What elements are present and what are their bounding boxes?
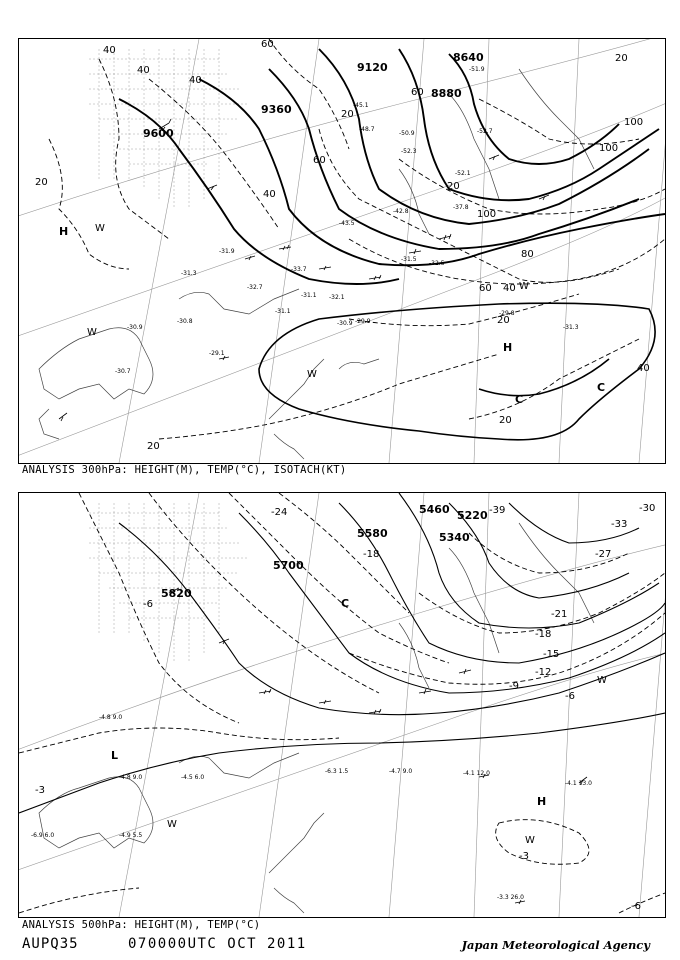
height-label-group — [161, 503, 488, 600]
station-temp: -32.1 — [329, 294, 345, 301]
isotach-label: 40 — [637, 363, 650, 374]
station-temp: -52.1 — [455, 170, 471, 177]
warm-mark: W — [87, 327, 97, 338]
station-temp: -45.1 — [353, 102, 369, 109]
height-label-8640: 8640 — [453, 51, 484, 64]
map-panel-300hpa — [18, 38, 666, 464]
isotach-label: 60 — [411, 87, 424, 98]
temp-label: -3 — [35, 785, 45, 796]
station-temp: -30.9 — [127, 324, 143, 331]
temp-label: -30 — [639, 503, 656, 514]
pressure-system-high: H — [59, 225, 69, 238]
graticule — [19, 493, 665, 917]
isotach-loop — [259, 303, 655, 440]
height-label-5460: 5460 — [419, 503, 450, 516]
temp-label: -21 — [551, 609, 568, 620]
height-label-8880: 8880 — [431, 87, 462, 100]
station-value: -3.3 26.0 — [497, 894, 524, 901]
coastline — [39, 69, 594, 459]
temp-label: -6 — [565, 691, 575, 702]
caption-500hpa: ANALYSIS 500hPa: HEIGHT(M), TEMP(°C) — [22, 919, 261, 931]
warm-mark: W — [167, 819, 177, 830]
isotach-label: 40 — [137, 65, 150, 76]
station-temp: -31.3 — [181, 270, 197, 277]
height-label-5220: 5220 — [457, 509, 488, 522]
pressure-system-high: H — [503, 341, 513, 354]
height-label-9360: 9360 — [261, 103, 292, 116]
station-temp: -31.1 — [301, 292, 317, 299]
station-temp: -32.5 — [429, 260, 445, 267]
temp-label: -18 — [363, 549, 380, 560]
terrain-shading — [89, 503, 249, 663]
station-temp: -31.5 — [401, 256, 417, 263]
station-value: -4.7 9.0 — [389, 768, 413, 775]
station-value: -4.9 5.5 — [119, 832, 143, 839]
isotach-label: 40 — [503, 283, 516, 294]
isotach-label: 20 — [499, 415, 512, 426]
isotach-label: 100 — [477, 209, 497, 220]
station-temp: -37.8 — [453, 204, 469, 211]
warm-mark: W — [307, 369, 317, 380]
isotach-label: 40 — [103, 45, 116, 56]
station-temp: -52.3 — [401, 148, 417, 155]
station-temp: -31.9 — [219, 248, 235, 255]
isotach-label: 40 — [189, 75, 202, 86]
station-temp: -30.9 — [337, 320, 353, 327]
isotach-label: 40 — [263, 189, 276, 200]
product-id: AUPQ35 — [22, 936, 79, 952]
isotach-label: 20 — [497, 315, 510, 326]
station-temp: -42.8 — [393, 208, 409, 215]
isotach-label: 20 — [615, 53, 628, 64]
isotach-label: 20 — [147, 441, 160, 452]
pressure-system-high: H — [537, 795, 547, 808]
temp-label: -3 — [519, 851, 529, 862]
isotach-label: 100 — [599, 143, 619, 154]
station-value: -6.3 1.5 — [325, 768, 349, 775]
isotach-label: 20 — [35, 177, 48, 188]
isotach-label: 60 — [479, 283, 492, 294]
map-panel-500hpa — [18, 492, 666, 918]
isotach-label: 20 — [447, 181, 460, 192]
height-label-9120: 9120 — [357, 61, 388, 74]
station-temp: -31.1 — [275, 308, 291, 315]
station-temp: -31.3 — [563, 324, 579, 331]
station-temp: -50.9 — [399, 130, 415, 137]
isotach-label: 20 — [341, 109, 354, 120]
height-label-9600: 9600 — [143, 127, 174, 140]
station-temp: -48.7 — [359, 126, 375, 133]
temp-label: -15 — [543, 649, 560, 660]
pressure-system-low: L — [111, 749, 119, 762]
station-temp: -29.9 — [355, 318, 371, 325]
wind-marks — [87, 223, 529, 380]
station-value: -4.8 9.0 — [99, 714, 123, 721]
isotach-label: 60 — [261, 39, 274, 50]
agency-name: Japan Meteorological Agency — [461, 938, 650, 952]
isotach-label: 60 — [313, 155, 326, 166]
station-temp: -52.7 — [477, 128, 493, 135]
temp-label: -39 — [489, 505, 506, 516]
station-temp: -33.7 — [291, 266, 307, 273]
valid-time: 070000UTC OCT 2011 — [128, 936, 307, 952]
caption-300hpa: ANALYSIS 300hPa: HEIGHT(M), TEMP(°C), ISOTACH(KT) — [22, 464, 347, 476]
isotach-label: 100 — [624, 117, 644, 128]
temp-label: -24 — [271, 507, 288, 518]
temp-label: -6 — [143, 599, 153, 610]
isotach-label: 80 — [521, 249, 534, 260]
temp-label: -6 — [631, 901, 641, 912]
station-temp: -51.9 — [469, 66, 485, 73]
temp-label: -12 — [535, 667, 552, 678]
warm-mark: W — [95, 223, 105, 234]
station-values — [31, 714, 592, 901]
pressure-system-cold: C — [341, 597, 350, 610]
station-temp: -30.8 — [177, 318, 193, 325]
pressure-system-cold: C — [515, 393, 524, 406]
height-contours — [19, 493, 665, 813]
station-value: -4.5 6.0 — [181, 774, 205, 781]
station-temp: -29.1 — [209, 350, 225, 357]
height-label-5580: 5580 — [357, 527, 388, 540]
map-500hpa-svg — [19, 493, 665, 917]
station-temp: -30.7 — [115, 368, 131, 375]
isotherms — [19, 493, 665, 913]
temp-label: -33 — [611, 519, 628, 530]
temp-label: -27 — [595, 549, 612, 560]
isotachs — [49, 39, 665, 439]
station-temp: -32.7 — [247, 284, 263, 291]
temp-label: -9 — [509, 681, 519, 692]
height-label-5700: 5700 — [273, 559, 304, 572]
station-value: -4.1 12.0 — [463, 770, 490, 777]
map-300hpa-svg — [19, 39, 665, 463]
station-temp: -43.5 — [339, 220, 355, 227]
station-value: -6.9 6.0 — [31, 832, 55, 839]
station-value: -4.8 9.0 — [119, 774, 143, 781]
station-value: -4.1 13.0 — [565, 780, 592, 787]
height-label-5340: 5340 — [439, 531, 470, 544]
station-temp: -29.8 — [499, 310, 515, 317]
height-label-5820: 5820 — [161, 587, 192, 600]
warm-mark: W — [525, 835, 535, 846]
temp-label: -18 — [535, 629, 552, 640]
pressure-system-cold: C — [597, 381, 606, 394]
warm-mark: W — [597, 675, 607, 686]
warm-mark: W — [519, 281, 529, 292]
